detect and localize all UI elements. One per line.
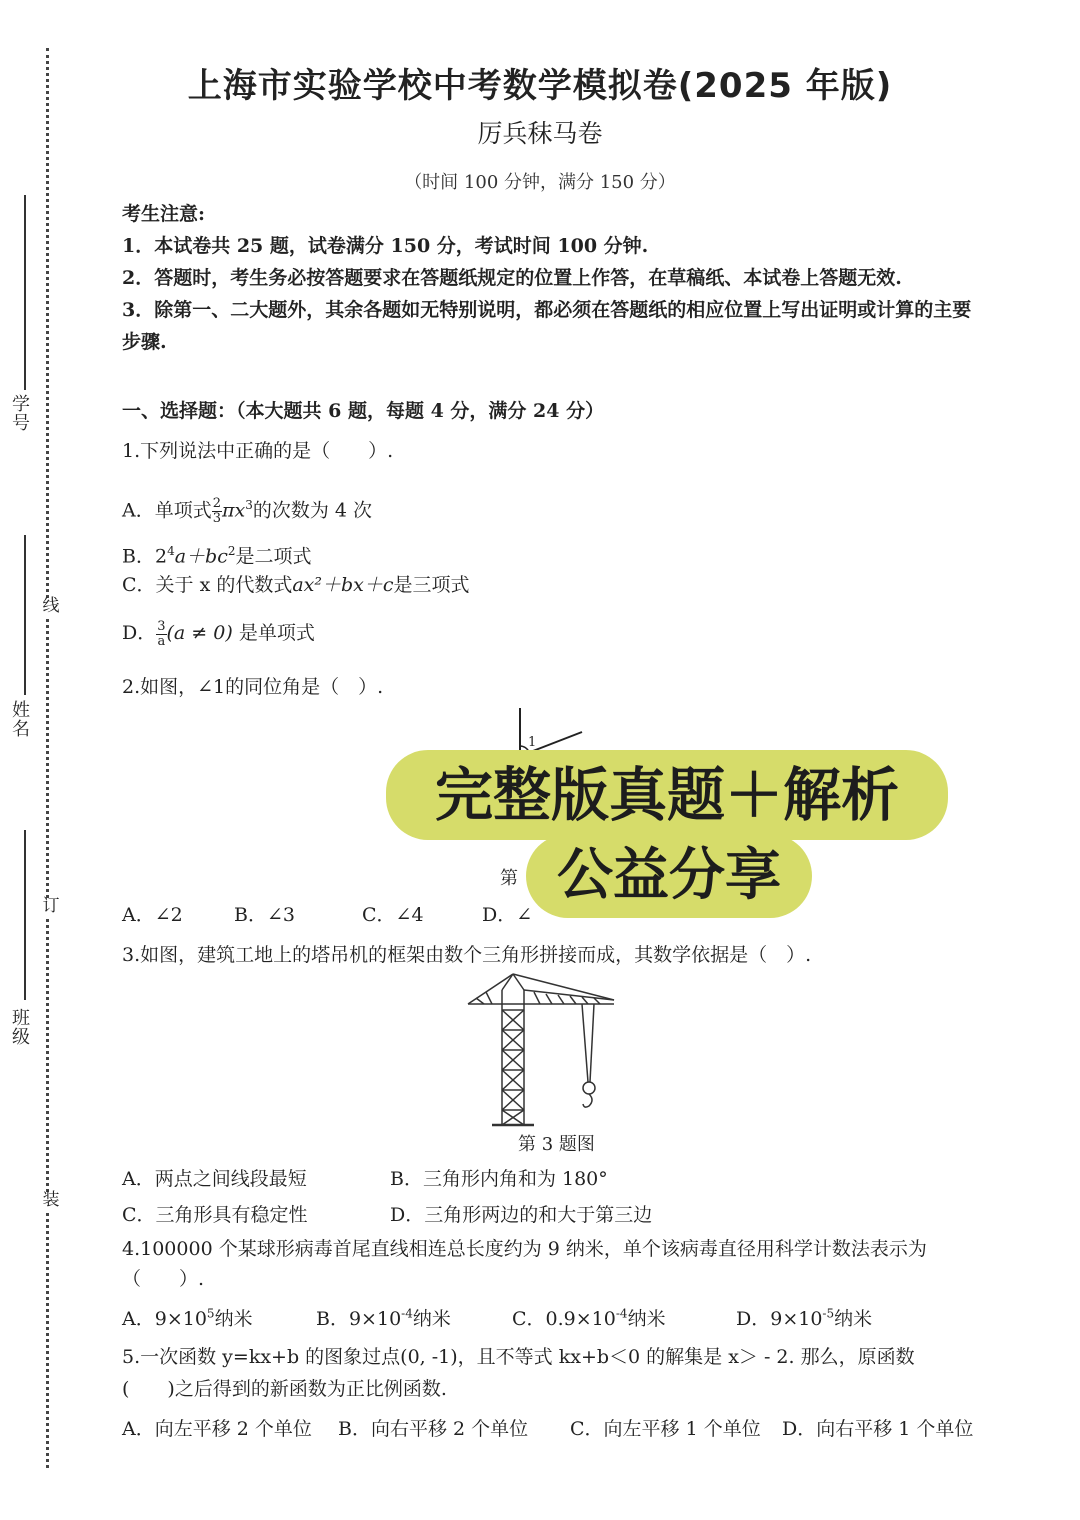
section-heading: 一、选择题：（本大题共 6 题，每题 4 分，满分 24 分）	[122, 400, 605, 422]
question-2-option-c: C．∠4	[362, 904, 424, 926]
question-4-stem: 4.100000 个某球形病毒首尾直线相连总长度约为 9 纳米，单个该病毒直径用科学计数法表示为（ ）.	[122, 1238, 927, 1290]
question-4-option-c: C．$0.9\times 10^{-4}$纳米	[512, 1306, 666, 1330]
question-4-option-a: A．$9\times 10^5$纳米	[122, 1306, 253, 1330]
notice-item: 3．除第一、二大题外，其余各题如无特别说明，都必须在答题纸的相应位置上写出证明或计算的主要步骤.	[122, 299, 972, 353]
question-1-option-d: D． $\frac{3}{a}$ (a ≠ 0) 是单项式	[122, 618, 315, 649]
binding-mark-staple: 订	[40, 898, 62, 916]
figure-3-caption: 第 3 题图	[518, 1134, 595, 1155]
binding-dotted-line	[46, 48, 49, 1468]
question-5-option-a: A．向左平移 2 个单位	[122, 1418, 312, 1440]
question-5-option-b: B．向右平移 2 个单位	[338, 1418, 529, 1440]
question-5-option-d: D．向右平移 1 个单位	[782, 1418, 974, 1440]
class-label: 班级	[12, 1008, 30, 1048]
question-3-option-c: C．三角形具有稳定性	[122, 1204, 308, 1226]
crane-figure	[462, 970, 622, 1130]
question-2-option-b: B．∠3	[234, 904, 295, 926]
name-rule	[24, 535, 26, 695]
question-3-stem: 3.如图，建筑工地上的塔吊机的框架由数个三角形拼接而成，其数学依据是（ ）.	[122, 944, 812, 966]
question-3-option-b: B．三角形内角和为 180°	[390, 1168, 608, 1190]
question-1-stem: 1.下列说法中正确的是（ ）.	[122, 440, 394, 462]
question-1-option-a: A．单项式 $\frac{2}{3}$ $\pi x^3$的次数为 4 次	[122, 495, 373, 526]
exam-time-note: （时间 100 分钟，满分 150 分）	[404, 172, 676, 193]
fraction: $\frac{3}{a}$	[157, 618, 166, 649]
binding-mark-line: 线	[40, 598, 62, 616]
question-5-stem-line2: ( )之后得到的新函数为正比例函数.	[122, 1378, 447, 1400]
question-3-option-d: D．三角形两边的和大于第三边	[390, 1204, 653, 1226]
fraction: $\frac{2}{3}$	[212, 495, 222, 526]
notice-heading: 考生注意:	[122, 203, 206, 225]
student-id-rule	[24, 195, 26, 390]
notice-item: 2．答题时，考生务必按答题要求在答题纸规定的位置上作答，在草稿纸、本试卷上答题无效.	[122, 267, 902, 289]
figure-2-caption: 第	[500, 868, 518, 889]
promo-stamp-line1: 完整版真题＋解析	[386, 750, 948, 840]
question-2-option-a: A．∠2	[122, 904, 183, 926]
question-4-option-d: D．$9\times 10^{-5}$纳米	[736, 1306, 873, 1330]
question-5-option-c: C．向左平移 1 个单位	[570, 1418, 761, 1440]
promo-stamp-line2: 公益分享	[526, 834, 812, 918]
question-4-option-b: B．$9\times 10^{-4}$纳米	[316, 1306, 451, 1330]
exam-subtitle: 厉兵秣马卷	[477, 119, 603, 148]
question-1-option-b: B．$2^4a+bc^2$是二项式	[122, 544, 312, 568]
student-id-label: 学号	[12, 394, 30, 434]
question-5-stem-line1: 5.一次函数 y=kx+b 的图象过点(0, -1)，且不等式 kx+b＜0 的解集是 x＞ - 2. 那么，原函数	[122, 1346, 915, 1368]
binding-mark-bind: 装	[40, 1192, 62, 1210]
class-rule	[24, 830, 26, 1000]
question-2-option-d: D．∠	[482, 904, 533, 926]
notice-block	[122, 198, 982, 358]
question-1-option-c: C．关于 x 的代数式ax²＋bx＋c是三项式	[122, 574, 470, 596]
notice-item: 1．本试卷共 25 题，试卷满分 150 分，考试时间 100 分钟.	[122, 235, 649, 257]
angle-label: 1	[528, 735, 537, 750]
question-3-option-a: A．两点之间线段最短	[122, 1168, 307, 1190]
name-label: 姓名	[12, 700, 30, 740]
exam-title: 上海市实验学校中考数学模拟卷(2025 年版)	[187, 66, 893, 106]
question-2-stem: 2.如图，∠1的同位角是（ ）.	[122, 676, 384, 698]
